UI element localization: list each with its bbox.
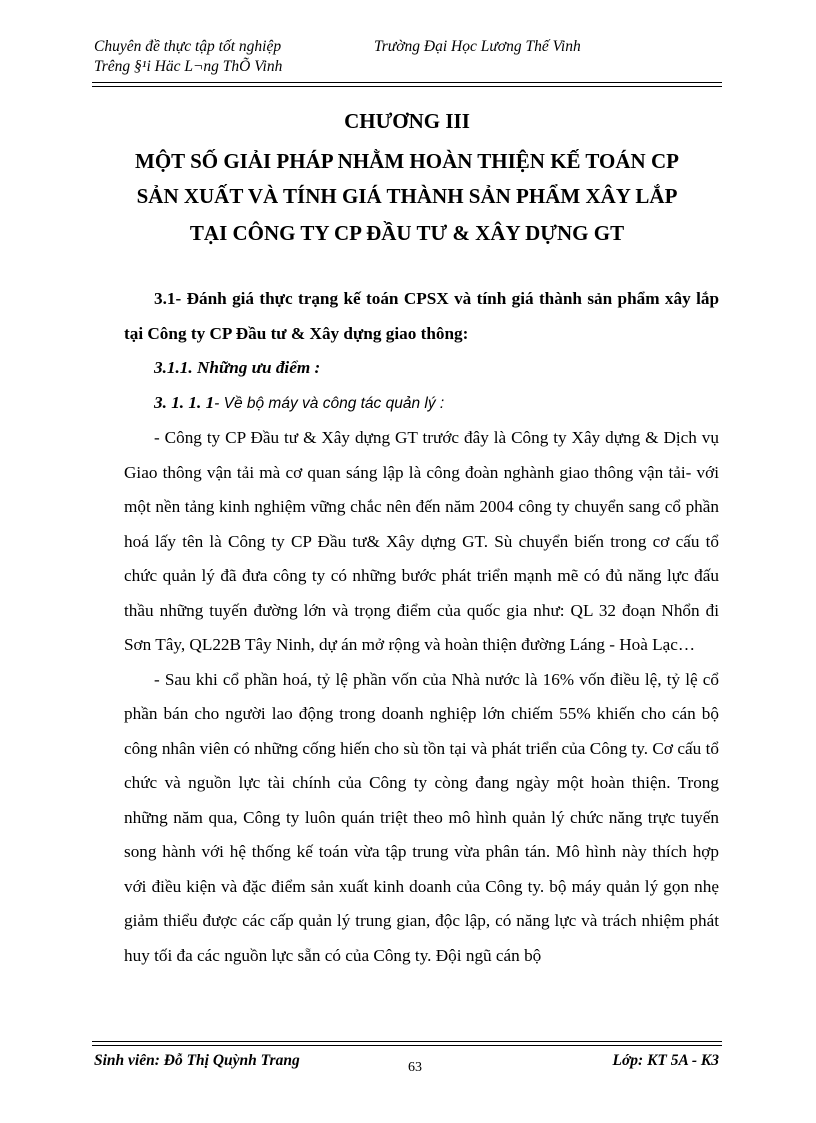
chapter-title-line-3: TẠI CÔNG TY CP ĐẦU TƯ & XÂY DỰNG GT (189, 221, 625, 245)
section-3-1-1-1-heading (124, 386, 719, 422)
footer-student: Sinh viên: Đỗ Thị Quỳnh Trang (94, 1052, 300, 1069)
footer-class: Lớp: KT 5A - K3 (612, 1052, 719, 1069)
header-rule (92, 82, 722, 87)
paragraph: - Sau khi cổ phần hoá, tỷ lệ phần vốn của Nhà nước là 16% vốn điều lệ, tỷ lệ cổ phần bán cho người lao động trong doanh nghiệp lớn chiếm 55% khiến cho cán bộ công nhân viên có những cống hiến cho sù tồn tại và phát triển của Công ty. Cơ cấu tổ chức và nguồn lực tài chính của Công ty còng đang ngày một hoàn thiện. Trong những năm qua, Công ty luôn quán triệt theo mô hình quản lý chức năng trực tuyến song hành với hệ thống kế toán vừa tập trung vừa phân tán. Mô hình này thích hợp với điều kiện và đặc điểm sản xuất kinh doanh của Công ty. bộ máy quản lý gọn nhẹ giảm thiểu được các cấp quản lý trung gian, độc lập, có năng lực và trách nhiệm phát huy tối đa các nguồn lực sẵn có của Công ty. Đội ngũ cán bộ (124, 669, 719, 965)
section-text: - Về bộ máy và công tác quản lý : (214, 394, 445, 412)
header-school: Trường Đại Học Lương Thế Vinh (374, 38, 581, 55)
page-header (94, 37, 719, 77)
page-number: 63 (408, 1060, 422, 1075)
section-3-1-1-heading: 3.1.1. Những ưu điểm : (154, 358, 321, 377)
header-topic: Chuyên đề thực tập tốt nghiệp (94, 38, 282, 55)
paragraph: - Công ty CP Đầu tư & Xây dựng GT trước đây là Công ty Xây dựng & Dịch vụ Giao thông vận tải mà cơ quan sáng lập là công đoàn nghành giao thông vận tải- với một nền tảng kinh nghiệm vững chắc nên đến năm 2004 công ty chuyển sang cổ phần hoá lấy tên là Công ty CP Đầu tư& Xây dựng GT. Sù chuyển biến trong cơ cấu tổ chức quản lý đã đưa công ty có những bước phát triển mạnh mẽ có đủ năng lực đấu thầu những tuyến đường lớn và trọng điểm của quốc gia như: QL 32 đoạn Nhổn đi Sơn Tây, QL22B Tây Ninh, dự án mở rộng và hoàn thiện đường Láng - Hoà Lạc… (124, 428, 719, 654)
chapter-title-line-2: SẢN XUẤT VÀ TÍNH GIÁ THÀNH SẢN PHẨM XÂY LẮP (136, 184, 678, 208)
header-garbled-school: Trêng §¹i Häc L¬ng ThÕ Vinh (94, 58, 283, 75)
chapter-heading: CHƯƠNG III (344, 109, 470, 133)
section-3-1-heading: 3.1- Đánh giá thực trạng kế toán CPSX và tính giá thành sản phẩm xây lắp tại Công ty CP Đầu tư & Xây dựng giao thông: (124, 289, 719, 343)
document-body (124, 282, 719, 973)
section-number: 3. 1. 1. 1 (154, 392, 215, 412)
chapter-title-line-1: MỘT SỐ GIẢI PHÁP NHẰM HOÀN THIỆN KẾ TOÁN CP (135, 149, 679, 173)
footer-rule (92, 1041, 722, 1046)
